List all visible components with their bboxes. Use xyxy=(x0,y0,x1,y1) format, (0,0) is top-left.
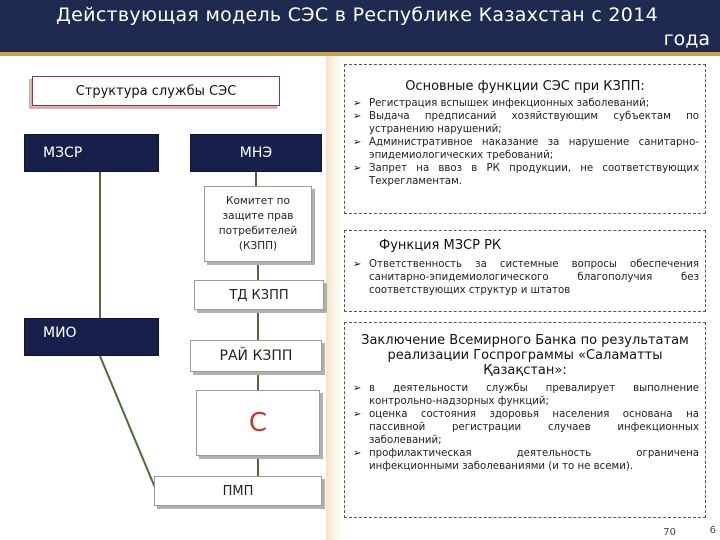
slide-number: 6 xyxy=(709,525,716,536)
list-item: ➢ Административное наказание за нарушение санитарно-эпидемиологических требований; xyxy=(349,136,699,162)
list-item: ➢ Регистрация вспышек инфекционных заболеваний; xyxy=(349,97,699,110)
ses-functions-panel xyxy=(344,64,706,214)
list-item: ➢ Выдача предписаний хозяйствующим субъектам по устранению нарушений; xyxy=(349,110,699,136)
mzsr-box: МЗСР xyxy=(24,134,159,172)
pmp-box: ПМП xyxy=(154,476,322,506)
mzsr-function-title: Функция МЗСР РК xyxy=(379,238,502,253)
structure-title: Структура службы СЭС xyxy=(32,76,280,106)
connector-mio-pmp xyxy=(100,356,156,490)
mne-box: МНЭ xyxy=(190,134,322,172)
ses-functions-title: Основные функции СЭС при КЗПП: xyxy=(405,79,645,94)
list-item: ➢ Ответственность за системные вопросы обеспечения санитарно-эпидемиологического благополучия без соответствующих структур и штатов xyxy=(349,258,699,297)
kzpp-box: Комитет по защите прав потребителей (КЗПП) xyxy=(204,186,312,262)
world-bank-list xyxy=(345,382,705,473)
list-item: ➢ Запрет на ввоз в РК продукции, не соответствующих Техрегламентам. xyxy=(349,162,699,188)
title-bar xyxy=(0,0,720,52)
mzsr-function-panel xyxy=(344,230,706,312)
world-bank-title: Заключение Всемирного Банка по результатам реализации Госпрограммы «Саламатты Қазақстан»: xyxy=(361,333,689,378)
td-kzpp-box: ТД КЗПП xyxy=(194,280,324,310)
list-item: ➢ профилактическая деятельность ограничена инфекционными заболеваниями (и то не всеми). xyxy=(349,447,699,473)
mio-box: МИО xyxy=(24,318,159,356)
mzsr-function-list xyxy=(345,258,705,297)
list-item: ➢ оценка состояния здоровья населения основана на пассивной регистрации случаев инфекционных заболеваний; xyxy=(349,408,699,447)
page-number: 70 xyxy=(663,527,676,538)
world-bank-panel xyxy=(344,322,706,518)
c-box: С xyxy=(196,390,320,456)
title-underline xyxy=(0,52,720,56)
slide-title: Действующая модель СЭС в Республике Казахстан с 2014 xyxy=(56,4,658,26)
list-item: ➢ в деятельности службы превалирует выполнение контрольно-надзорных функций; xyxy=(349,382,699,408)
slide-title-continuation: года xyxy=(663,28,710,50)
ses-functions-list xyxy=(345,97,705,188)
vertical-separator xyxy=(326,56,342,540)
rai-kzpp-box: РАЙ КЗПП xyxy=(190,340,322,372)
